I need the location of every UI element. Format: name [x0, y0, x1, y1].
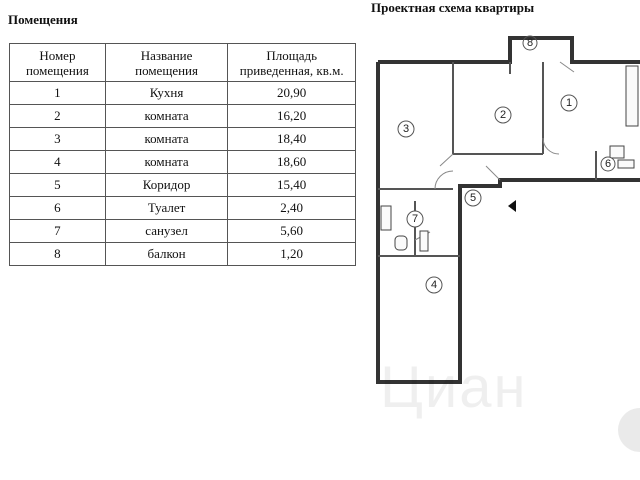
row-area: 5,60: [228, 220, 356, 243]
row-name: комната: [105, 151, 228, 174]
room-numbers: [403, 37, 611, 291]
room-label-7: 7: [411, 213, 419, 225]
table-row: [10, 82, 356, 105]
row-number: 5: [10, 174, 106, 197]
row-number: 2: [10, 105, 106, 128]
table-row: [10, 105, 356, 128]
watermark-badge-icon: [618, 408, 640, 452]
row-area: 1,20: [228, 243, 356, 266]
row-area: 2,40: [228, 197, 356, 220]
room-label-2: 2: [499, 109, 507, 121]
rooms-table: [9, 43, 356, 266]
row-area: 18,60: [228, 151, 356, 174]
room-markers: [398, 36, 615, 293]
room-label-8: 8: [526, 37, 534, 49]
row-name: Коридор: [105, 174, 228, 197]
table-row: [10, 197, 356, 220]
room-label-4: 4: [430, 279, 438, 291]
row-area: 16,20: [228, 105, 356, 128]
header-room-area: Площадь приведенная, кв.м.: [228, 44, 356, 82]
row-number: 1: [10, 82, 106, 105]
row-number: 4: [10, 151, 106, 174]
outer-walls: [378, 38, 640, 382]
header-room-name: Название помещения: [105, 44, 228, 82]
row-name: санузел: [105, 220, 228, 243]
room-label-3: 3: [402, 123, 410, 135]
row-area: 18,40: [228, 128, 356, 151]
table-row: [10, 151, 356, 174]
row-number: 7: [10, 220, 106, 243]
table-row: [10, 243, 356, 266]
row-name: комната: [105, 105, 228, 128]
floorplan-title: Проектная схема квартиры: [371, 0, 535, 15]
rooms-title: Помещения: [8, 12, 78, 27]
table-row: [10, 220, 356, 243]
room-label-6: 6: [604, 158, 612, 170]
table-row: [10, 128, 356, 151]
watermark-logo: Циан: [380, 355, 528, 420]
table-header-row: [10, 44, 356, 82]
floorplan-drawing: [360, 26, 640, 406]
row-number: 6: [10, 197, 106, 220]
row-name: комната: [105, 128, 228, 151]
row-name: Кухня: [105, 82, 228, 105]
row-area: 15,40: [228, 174, 356, 197]
row-name: Туалет: [105, 197, 228, 220]
inner-walls: [378, 62, 596, 256]
row-area: 20,90: [228, 82, 356, 105]
room-label-5: 5: [469, 192, 477, 204]
row-number: 3: [10, 128, 106, 151]
table-row: [10, 174, 356, 197]
row-number: 8: [10, 243, 106, 266]
row-name: балкон: [105, 243, 228, 266]
room-label-1: 1: [565, 97, 573, 109]
entrance-arrow-icon: [508, 200, 516, 212]
header-room-number: Номер помещения: [10, 44, 106, 82]
door-swings: [415, 62, 574, 240]
